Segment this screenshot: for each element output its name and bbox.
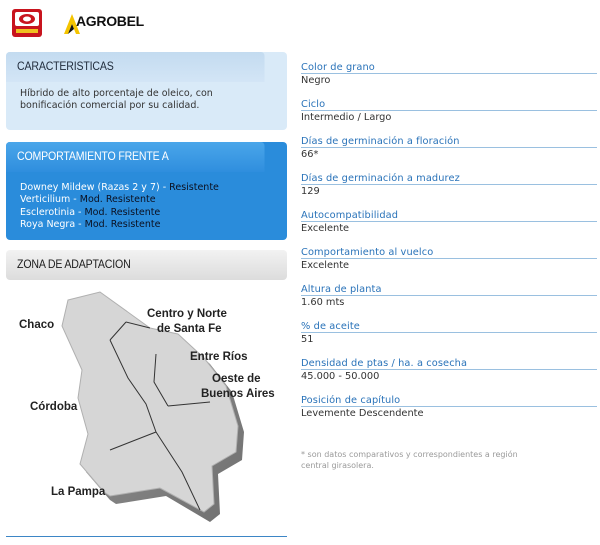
- region-bsas-line2: Buenos Aires: [201, 388, 275, 400]
- spec-divider: [301, 258, 597, 259]
- spec-ciclo: Ciclo Intermedio / Largo: [301, 97, 597, 134]
- map-divider: [6, 536, 287, 537]
- advanta-logo: [12, 9, 42, 37]
- region-santa-fe-line1: Centro y Norte: [147, 308, 227, 320]
- specs-list: [301, 60, 597, 430]
- region-santa-fe-line2: de Santa Fe: [157, 323, 222, 335]
- spec-divider: [301, 332, 597, 333]
- region-bsas-line1: Oeste de: [212, 373, 261, 385]
- spec-dias-madurez: Días de germinación a madurez 129: [301, 171, 597, 208]
- spec-vuelco: Comportamiento al vuelco Excelente: [301, 245, 597, 282]
- spec-divider: [301, 73, 597, 74]
- agrobel-wordmark: AGROBEL: [76, 13, 144, 29]
- spec-divider: [301, 147, 597, 148]
- list-item: Verticilium - Mod. Resistente: [20, 194, 156, 206]
- spec-altura: Altura de planta 1.60 mts: [301, 282, 597, 319]
- comportamiento-title: COMPORTAMIENTO FRENTE A: [6, 142, 265, 172]
- region-la-pampa: La Pampa: [51, 486, 106, 498]
- spec-divider: [301, 110, 597, 111]
- spec-densidad: Densidad de ptas / ha. a cosecha 45.000 - 50.000: [301, 356, 597, 393]
- region-cordoba: Córdoba: [30, 401, 78, 413]
- caracteristicas-panel: [6, 52, 287, 130]
- comportamiento-list: [6, 172, 287, 232]
- spec-autocompatibilidad: Autocompatibilidad Excelente: [301, 208, 597, 245]
- spec-dias-floracion: Días de germinación a floración 66*: [301, 134, 597, 171]
- list-item: Downey Mildew (Razas 2 y 7) - Resistente: [20, 182, 219, 193]
- list-item: Esclerotinia - Mod. Resistente: [20, 206, 161, 218]
- zona-title: ZONA DE ADAPTACION: [17, 259, 131, 271]
- spec-aceite: % de aceite 51: [301, 319, 597, 356]
- caracteristicas-title: CARACTERISTICAS: [6, 52, 265, 82]
- spec-posicion-capitulo: Posición de capítulo Levemente Descendente: [301, 393, 597, 430]
- spec-divider: [301, 221, 597, 222]
- footnote: * son datos comparativos y correspondientes a región central girasolera.: [301, 450, 518, 470]
- spec-divider: [301, 295, 597, 296]
- spec-divider: [301, 369, 597, 370]
- region-chaco: Chaco: [19, 319, 55, 331]
- adaptation-map: [6, 282, 287, 536]
- region-entre-rios: Entre Ríos: [190, 351, 248, 363]
- spec-divider: [301, 406, 597, 407]
- comportamiento-panel: [6, 142, 287, 240]
- zona-panel: [6, 250, 287, 280]
- agrobel-logo: [62, 12, 144, 36]
- caracteristicas-text: Híbrido de alto porcentaje de oleico, con bonificación comercial por su calidad.: [20, 88, 213, 111]
- list-item: Roya Negra - Mod. Resistente: [20, 219, 161, 231]
- brand-logos: [8, 6, 208, 36]
- spec-divider: [301, 184, 597, 185]
- spec-color-grano: Color de grano Negro: [301, 60, 597, 97]
